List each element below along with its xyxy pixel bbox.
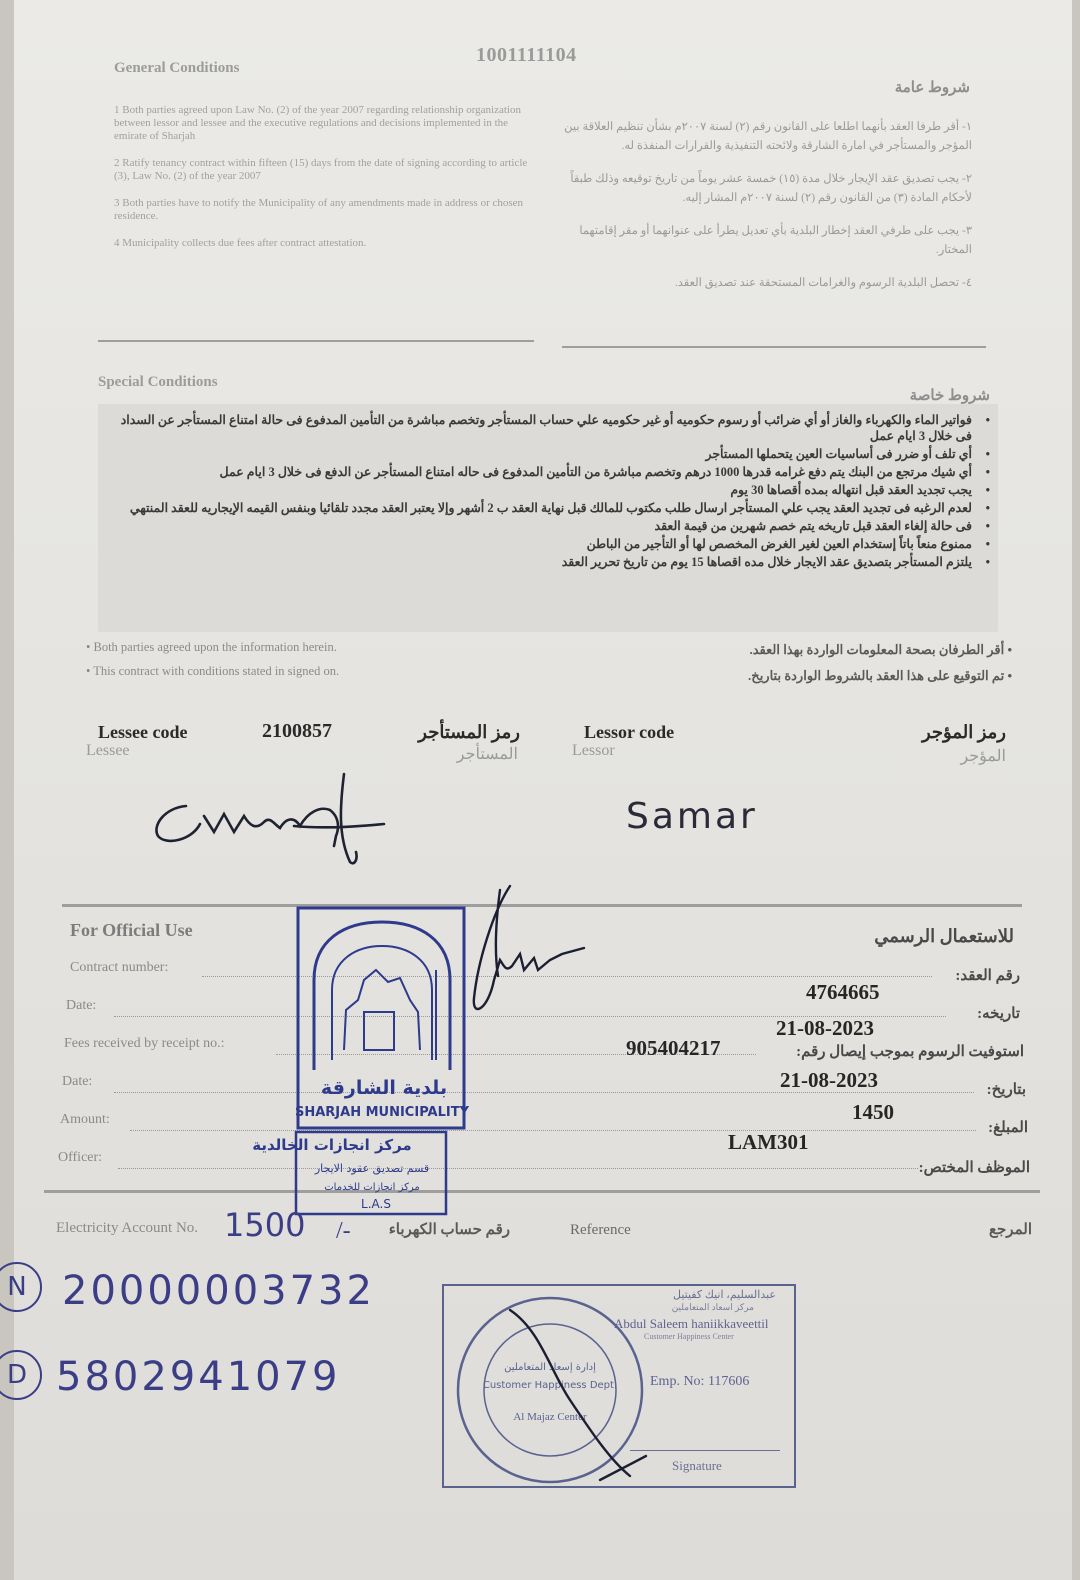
amount-label: Amount: (60, 1112, 110, 1127)
handwritten-circle-d: D (0, 1350, 42, 1400)
amount-value: 1450 (852, 1100, 894, 1124)
general-conditions-title-en: General Conditions (114, 60, 240, 76)
divider (562, 346, 986, 348)
general-condition-en: 2 Ratify tenancy contract within fifteen (15) days from the date of signing according to article (3), Law No. (2) of the year 2007 (114, 157, 528, 182)
date-value: 21-08-2023 (776, 1016, 874, 1040)
general-condition-ar: ٤- تحصل البلدية الرسوم والغرامات المستحقة عند تصديق العقد. (674, 277, 972, 289)
lessor-code-label: Lessor code (584, 722, 675, 742)
divider (98, 340, 534, 342)
handwritten-number-1: 20000003732 (62, 1268, 375, 1314)
divider (44, 1190, 1040, 1193)
document-number: 1001111104 (476, 44, 577, 66)
reference-label-ar: المرجع (989, 1222, 1032, 1238)
special-condition: يلتزم المستأجر بتصديق عقد الايجار خلال مده اقصاها 15 يوم من تاريخ تحرير العقد • (106, 554, 994, 570)
special-condition: فى حالة إلغاء العقد قبل تاريخه يتم خصم شهرين من قيمة العقد • (106, 518, 994, 534)
seal-dept-en: Customer Happiness Dept. (482, 1380, 618, 1391)
lessor-signature: Samar (626, 796, 758, 837)
lessee-code-label-ar: رمز المستأجر (418, 722, 520, 742)
agreement-ar-2: • تم التوقيع على هذا العقد بالشروط الواردة بتاريخ. (748, 668, 1012, 683)
special-condition: فواتير الماء والكهرباء والغاز أو أي ضرائب أو رسوم حكوميه أو غير حكوميه علي حساب المستأجر وتخصم مباشرة من التأمين المدفوع فى حالة امتناع المستأجر عن السداد فى خلال 3 ايام عمل • (106, 412, 994, 444)
general-condition-en: 3 Both parties have to notify the Municipality of any amendments made in address or chosen residence. (114, 197, 524, 222)
municipality-name-ar: بلدية الشارقة (320, 1077, 448, 1099)
general-conditions-title-ar: شروط عامة (894, 80, 970, 96)
officer-signature (434, 880, 614, 1040)
lessee-label-ar: المستأجر (456, 746, 518, 763)
official-use-title-ar: للاستعمال الرسمي (874, 926, 1014, 946)
municipality-center-ar: مركز انجازات الخالدية (252, 1136, 412, 1154)
lessor-code-label-ar: رمز المؤجر (921, 722, 1006, 742)
official-use-title-en: For Official Use (70, 920, 193, 940)
receipt-date-label-ar: بتاريخ: (986, 1082, 1026, 1098)
contract-number-value: 4764665 (806, 980, 880, 1004)
general-condition-en: 4 Municipality collects due fees after contract attestation. (114, 237, 367, 249)
lessee-label: Lessee (86, 742, 130, 759)
reference-label: Reference (570, 1222, 631, 1238)
special-conditions-title-en: Special Conditions (98, 374, 218, 390)
receipt-number-value: 905404217 (626, 1036, 721, 1060)
fees-receipt-label-ar: استوفيت الرسوم بموجب إيصال رقم: (796, 1044, 1024, 1060)
officer-label-ar: الموظف المختص: (918, 1160, 1030, 1176)
electricity-account-value: 1500 (224, 1206, 306, 1244)
electricity-account-label-ar: رقم حساب الكهرباء (388, 1222, 510, 1238)
signature-line (630, 1450, 780, 1451)
handwritten-number-2: 5802941079 (56, 1354, 341, 1400)
special-condition: ممنوع منعاً باتاً إستخدام العين لغير الغرض المخصص لها أو التأجير من الباطن • (106, 536, 994, 552)
receipt-date-value: 21-08-2023 (780, 1068, 878, 1092)
municipality-dept-ar: قسم تصديق عقود الايجار (314, 1162, 430, 1175)
special-conditions-title-ar: شروط خاصة (909, 388, 990, 404)
general-condition-ar: ٢- يجب تصديق عقد الإيجار خلال مدة (١٥) خمسة عشر يوماً من تاريخ توقيعه وذلك طبقاً لأحكام المادة (٣) من القانون رقم (٢) لسنة ٢٠٠٧م المشار إليه. (570, 173, 972, 204)
receipt-date-label: Date: (62, 1074, 93, 1089)
handwritten-circle-n: N (0, 1262, 42, 1312)
general-conditions-list-ar (560, 118, 972, 307)
officer-value: LAM301 (728, 1130, 809, 1154)
municipality-code: L.A.S (361, 1197, 391, 1211)
signature-label: Signature (672, 1458, 722, 1473)
document-page (6, 0, 1072, 1580)
electricity-account-label: Electricity Account No. (56, 1220, 199, 1236)
employee-number: Emp. No: 117606 (650, 1374, 750, 1389)
seal-dept-ar: إدارة إسعاد المتعاملين (504, 1362, 596, 1373)
special-conditions-list (106, 412, 994, 572)
date-label: Date: (66, 998, 97, 1013)
agreement-en-1: • Both parties agreed upon the information herein. (86, 640, 337, 654)
special-condition: أي شيك مرتجع من البنك يتم دفع غرامه قدرها 1000 درهم وتخصم مباشرة من التأمين المدفوع فى حاله امتناع المستأجر عن الدفع فى خلال 3 ايام عمل • (106, 464, 994, 480)
agreement-ar-1: • أقر الطرفان بصحة المعلومات الواردة بهذا العقد. (749, 642, 1012, 657)
general-condition-en: 1 Both parties agreed upon Law No. (2) of the year 2007 regarding relationship organization between lessor and lessee and the executive regulations and decisions implemented in the emirate of Sharjah (114, 104, 521, 142)
lessee-signature (144, 766, 404, 876)
agreement-en-2: • This contract with conditions stated in signed on. (86, 664, 340, 678)
lessor-label: Lessor (572, 742, 615, 759)
officer-label: Officer: (58, 1150, 103, 1165)
date-label-ar: تاريخه: (977, 1006, 1020, 1022)
lessee-code-label: Lessee code (98, 722, 188, 742)
lessor-label-ar: المؤجر (960, 748, 1006, 765)
municipality-name-en: SHARJAH MUNICIPALITY (294, 1105, 470, 1120)
special-condition: أي تلف أو ضرر فى أساسيات العين يتحملها المستأجر • (106, 446, 994, 462)
special-condition: يجب تجديد العقد قبل انتهاله بمده أقصاها 30 يوم • (106, 482, 994, 498)
contract-number-label: Contract number: (70, 960, 169, 975)
municipality-center2-ar: مركز انجازات للخدمات (324, 1182, 420, 1193)
contract-number-label-ar: رقم العقد: (955, 968, 1020, 984)
officer-name-en: Abdul Saleem haniikkaveettil (614, 1316, 769, 1331)
special-condition: لعدم الرغبه فى تجديد العقد يجب علي المستأجر ارسال طلب مكتوب للمالك قبل نهاية العقد ب 2 أشهر وإلا يعتبر العقد مجدد تلقائيا وبنفس القيمه الإيجاريه للعقد المنتهي • (106, 500, 994, 516)
officer-name-ar: عبدالسليم، انيك كفيتيل (672, 1289, 776, 1301)
general-condition-ar: ٣- يجب على طرفي العقد إخطار البلدية بأي تعديل يطرأ على عنوانهما أو مقر إقامتهما المختار. (579, 225, 972, 256)
officer-center-ar: مركز اسعاد المتعاملين (671, 1302, 754, 1312)
customer-happiness-seal (450, 1290, 650, 1490)
general-conditions-list-en (114, 104, 534, 264)
handwritten-slash: /- (336, 1218, 351, 1244)
officer-center-en: Customer Happiness Center (644, 1332, 734, 1341)
lessee-code-value: 2100857 (262, 720, 332, 742)
seal-center: Al Majaz Center (513, 1411, 587, 1423)
fees-receipt-label: Fees received by receipt no.: (64, 1036, 225, 1051)
amount-label-ar: المبلغ: (988, 1120, 1028, 1136)
general-condition-ar: ١- أقر طرفا العقد بأنهما اطلعا على القانون رقم (٢) لسنة ٢٠٠٧م بشأن تنظيم العلاقة بين المؤجر والمستأجر في امارة الشارقة ولائحته التنفيذية والقرارات المنفذة له. (564, 121, 972, 152)
